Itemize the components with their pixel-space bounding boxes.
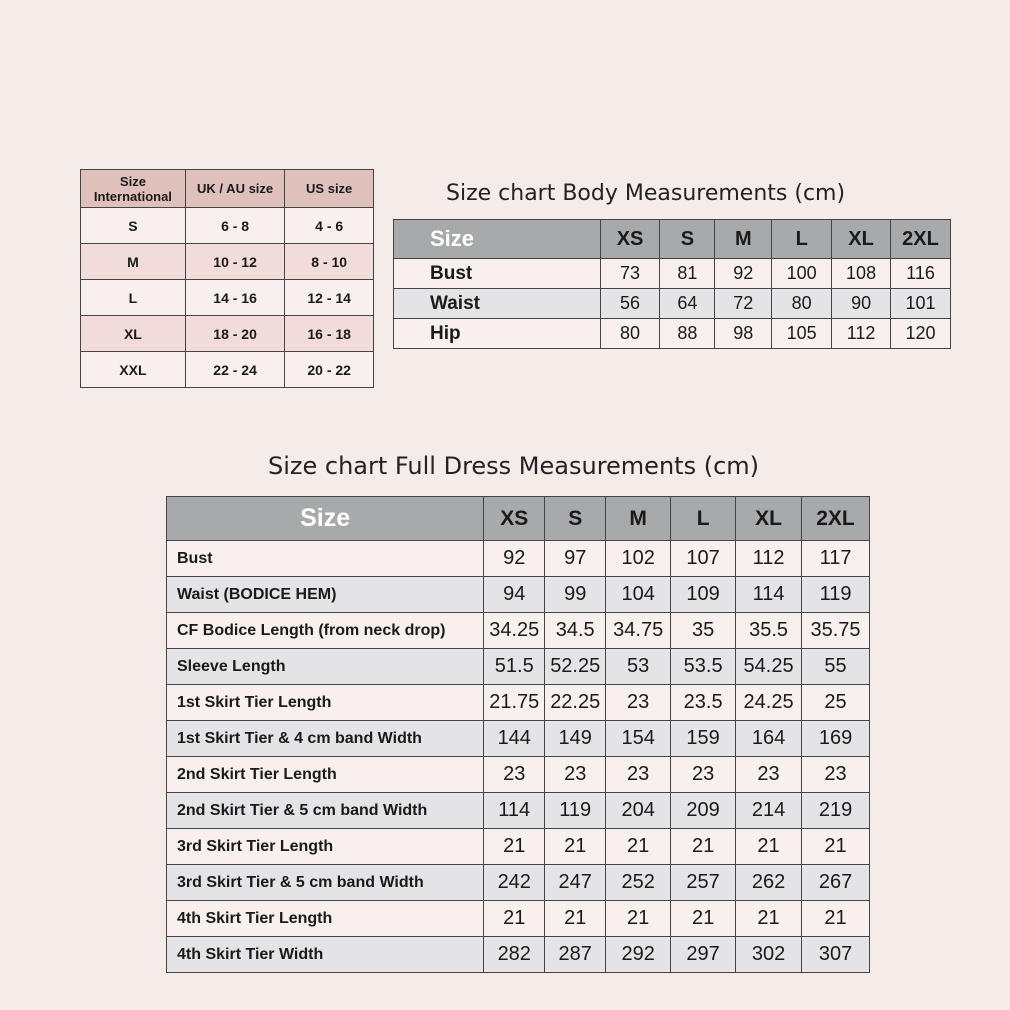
dress-value-cell: 53.5 [671, 649, 736, 685]
conversion-cell: 16 - 18 [285, 316, 374, 352]
body-size-header: 2XL [891, 220, 951, 259]
dress-value-cell: 164 [736, 721, 802, 757]
dress-size-label: Size [167, 497, 484, 541]
dress-value-cell: 209 [671, 793, 736, 829]
dress-value-cell: 35.5 [736, 613, 802, 649]
dress-value-cell: 107 [671, 541, 736, 577]
dress-value-cell: 214 [736, 793, 802, 829]
body-value-cell: 90 [832, 289, 891, 319]
dress-row [167, 649, 870, 685]
dress-value-cell: 109 [671, 577, 736, 613]
dress-value-cell: 21 [736, 901, 802, 937]
body-measurements-table [393, 219, 951, 349]
conversion-cell: 10 - 12 [185, 244, 285, 280]
dress-value-cell: 53 [606, 649, 671, 685]
conversion-row [81, 280, 374, 316]
dress-value-cell: 51.5 [484, 649, 545, 685]
body-row-label: Bust [394, 259, 601, 289]
dress-value-cell: 21.75 [484, 685, 545, 721]
body-value-cell: 56 [600, 289, 660, 319]
body-value-cell: 92 [715, 259, 772, 289]
dress-value-cell: 117 [802, 541, 870, 577]
dress-value-cell: 54.25 [736, 649, 802, 685]
header-size-international: Size International [81, 170, 186, 208]
conversion-cell: 4 - 6 [285, 208, 374, 244]
dress-row-label: 3rd Skirt Tier Length [167, 829, 484, 865]
dress-row [167, 613, 870, 649]
dress-value-cell: 159 [671, 721, 736, 757]
dress-value-cell: 25 [802, 685, 870, 721]
dress-size-header: XS [484, 497, 545, 541]
dress-value-cell: 292 [606, 937, 671, 973]
conversion-row [81, 244, 374, 280]
body-value-cell: 116 [891, 259, 951, 289]
body-row [394, 259, 951, 289]
body-row-label: Waist [394, 289, 601, 319]
dress-value-cell: 34.5 [545, 613, 606, 649]
dress-header-row [167, 497, 870, 541]
body-size-header: M [715, 220, 772, 259]
full-dress-measurements-title: Size chart Full Dress Measurements (cm) [268, 452, 760, 480]
dress-value-cell: 114 [736, 577, 802, 613]
body-value-cell: 88 [660, 319, 715, 349]
dress-size-header: M [606, 497, 671, 541]
dress-row-label: Sleeve Length [167, 649, 484, 685]
dress-value-cell: 23.5 [671, 685, 736, 721]
body-value-cell: 72 [715, 289, 772, 319]
dress-value-cell: 22.25 [545, 685, 606, 721]
conversion-header-row [81, 170, 374, 208]
dress-row-label: 4th Skirt Tier Length [167, 901, 484, 937]
dress-value-cell: 149 [545, 721, 606, 757]
body-value-cell: 112 [832, 319, 891, 349]
conversion-cell: 18 - 20 [185, 316, 285, 352]
dress-value-cell: 119 [802, 577, 870, 613]
dress-row [167, 721, 870, 757]
dress-value-cell: 104 [606, 577, 671, 613]
dress-row [167, 865, 870, 901]
dress-value-cell: 144 [484, 721, 545, 757]
dress-value-cell: 252 [606, 865, 671, 901]
dress-row-label: Waist (BODICE HEM) [167, 577, 484, 613]
dress-row [167, 793, 870, 829]
body-size-header: XS [600, 220, 660, 259]
dress-value-cell: 23 [606, 757, 671, 793]
dress-value-cell: 23 [545, 757, 606, 793]
dress-value-cell: 119 [545, 793, 606, 829]
body-size-header: L [772, 220, 832, 259]
dress-value-cell: 23 [802, 757, 870, 793]
dress-value-cell: 297 [671, 937, 736, 973]
dress-value-cell: 21 [736, 829, 802, 865]
dress-value-cell: 94 [484, 577, 545, 613]
body-value-cell: 80 [600, 319, 660, 349]
conversion-cell: M [81, 244, 186, 280]
body-size-header: S [660, 220, 715, 259]
dress-value-cell: 99 [545, 577, 606, 613]
dress-value-cell: 35 [671, 613, 736, 649]
dress-row-label: 4th Skirt Tier Width [167, 937, 484, 973]
body-value-cell: 80 [772, 289, 832, 319]
conversion-cell: XL [81, 316, 186, 352]
conversion-row [81, 352, 374, 388]
dress-value-cell: 21 [671, 829, 736, 865]
dress-value-cell: 267 [802, 865, 870, 901]
dress-value-cell: 102 [606, 541, 671, 577]
dress-value-cell: 21 [545, 901, 606, 937]
dress-value-cell: 247 [545, 865, 606, 901]
body-row [394, 319, 951, 349]
conversion-cell: L [81, 280, 186, 316]
body-row [394, 289, 951, 319]
body-size-header: XL [832, 220, 891, 259]
dress-value-cell: 23 [671, 757, 736, 793]
conversion-cell: 20 - 22 [285, 352, 374, 388]
dress-value-cell: 302 [736, 937, 802, 973]
dress-value-cell: 21 [484, 901, 545, 937]
conversion-cell: 8 - 10 [285, 244, 374, 280]
dress-value-cell: 287 [545, 937, 606, 973]
dress-value-cell: 169 [802, 721, 870, 757]
full-dress-measurements-table [166, 496, 870, 973]
dress-size-header: S [545, 497, 606, 541]
body-value-cell: 105 [772, 319, 832, 349]
dress-value-cell: 21 [484, 829, 545, 865]
dress-value-cell: 307 [802, 937, 870, 973]
header-uk-au-size: UK / AU size [185, 170, 285, 208]
body-value-cell: 100 [772, 259, 832, 289]
dress-value-cell: 24.25 [736, 685, 802, 721]
dress-value-cell: 21 [606, 829, 671, 865]
dress-row-label: 2nd Skirt Tier Length [167, 757, 484, 793]
dress-row [167, 685, 870, 721]
dress-row-label: 2nd Skirt Tier & 5 cm band Width [167, 793, 484, 829]
dress-value-cell: 21 [545, 829, 606, 865]
dress-row-label: 3rd Skirt Tier & 5 cm band Width [167, 865, 484, 901]
conversion-cell: 6 - 8 [185, 208, 285, 244]
body-row-label: Hip [394, 319, 601, 349]
dress-value-cell: 55 [802, 649, 870, 685]
conversion-cell: S [81, 208, 186, 244]
dress-row-label: 1st Skirt Tier Length [167, 685, 484, 721]
body-value-cell: 73 [600, 259, 660, 289]
dress-size-header: L [671, 497, 736, 541]
dress-value-cell: 204 [606, 793, 671, 829]
dress-row [167, 829, 870, 865]
body-value-cell: 120 [891, 319, 951, 349]
conversion-cell: 12 - 14 [285, 280, 374, 316]
dress-value-cell: 112 [736, 541, 802, 577]
dress-value-cell: 23 [736, 757, 802, 793]
dress-row-label: Bust [167, 541, 484, 577]
body-value-cell: 108 [832, 259, 891, 289]
dress-row [167, 577, 870, 613]
dress-value-cell: 92 [484, 541, 545, 577]
dress-value-cell: 23 [606, 685, 671, 721]
dress-value-cell: 21 [802, 829, 870, 865]
dress-size-header: 2XL [802, 497, 870, 541]
conversion-row [81, 208, 374, 244]
body-measurements-title: Size chart Body Measurements (cm) [446, 181, 846, 206]
body-value-cell: 64 [660, 289, 715, 319]
dress-value-cell: 21 [606, 901, 671, 937]
dress-value-cell: 242 [484, 865, 545, 901]
header-us-size: US size [285, 170, 374, 208]
dress-value-cell: 21 [802, 901, 870, 937]
body-value-cell: 81 [660, 259, 715, 289]
dress-value-cell: 257 [671, 865, 736, 901]
dress-value-cell: 219 [802, 793, 870, 829]
dress-value-cell: 282 [484, 937, 545, 973]
dress-value-cell: 52.25 [545, 649, 606, 685]
dress-value-cell: 35.75 [802, 613, 870, 649]
conversion-cell: 22 - 24 [185, 352, 285, 388]
dress-value-cell: 21 [671, 901, 736, 937]
dress-value-cell: 34.75 [606, 613, 671, 649]
dress-row-label: 1st Skirt Tier & 4 cm band Width [167, 721, 484, 757]
conversion-cell: 14 - 16 [185, 280, 285, 316]
conversion-row [81, 316, 374, 352]
body-header-row [394, 220, 951, 259]
dress-size-header: XL [736, 497, 802, 541]
dress-row-label: CF Bodice Length (from neck drop) [167, 613, 484, 649]
body-value-cell: 101 [891, 289, 951, 319]
dress-row [167, 541, 870, 577]
dress-value-cell: 23 [484, 757, 545, 793]
body-value-cell: 98 [715, 319, 772, 349]
dress-row [167, 757, 870, 793]
size-conversion-table [80, 169, 374, 388]
dress-value-cell: 114 [484, 793, 545, 829]
dress-value-cell: 154 [606, 721, 671, 757]
dress-value-cell: 97 [545, 541, 606, 577]
dress-row [167, 937, 870, 973]
conversion-cell: XXL [81, 352, 186, 388]
body-size-label: Size [394, 220, 601, 259]
dress-row [167, 901, 870, 937]
dress-value-cell: 262 [736, 865, 802, 901]
dress-value-cell: 34.25 [484, 613, 545, 649]
